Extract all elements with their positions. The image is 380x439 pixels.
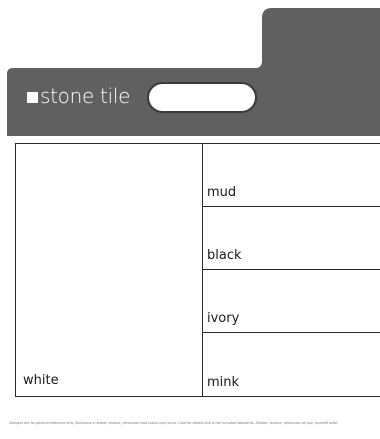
brand-logo-square [27, 92, 38, 103]
swatch-black[interactable] [203, 206, 380, 269]
swatch-white[interactable] [15, 143, 203, 397]
swatch-ivory[interactable] [203, 269, 380, 332]
swatch-grid [15, 143, 380, 397]
footer-disclaimer: Samples are for general reference only. Variations in shade, texture, dimension and colour may occur. Care for details and is the included standards. Shades, texture, dimension at your yourself order. [9, 421, 339, 425]
header-tab-shape [0, 0, 380, 136]
swatch-label-mud: mud [207, 185, 237, 200]
swatch-label-ivory: ivory [207, 311, 240, 326]
swatch-mink[interactable] [203, 332, 380, 397]
swatch-label-black: black [207, 248, 242, 263]
swatch-list [203, 143, 380, 397]
search-input[interactable] [147, 82, 257, 113]
brand-name: stone tile [40, 84, 131, 108]
swatch-mud[interactable] [203, 143, 380, 206]
swatch-label-white: white [23, 373, 59, 388]
swatch-label-mink: mink [207, 375, 240, 390]
